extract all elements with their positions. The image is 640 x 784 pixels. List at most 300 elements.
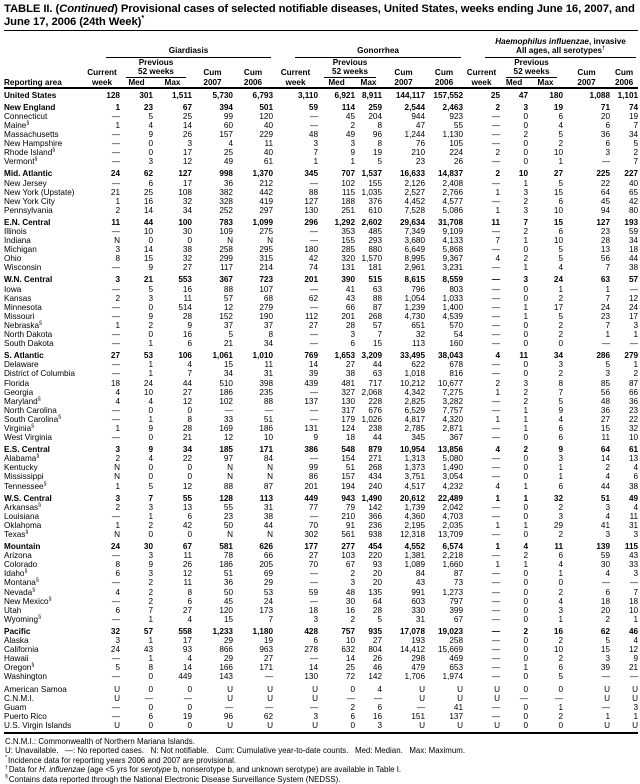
value-cell: 38 xyxy=(628,263,639,273)
text-segment: TABLE II. ( xyxy=(4,3,60,15)
value-cell: 53 xyxy=(143,351,153,361)
value-cell: 1,010 xyxy=(252,351,274,361)
value-cell: — xyxy=(491,502,501,512)
value-cell: 479 xyxy=(411,663,426,673)
value-cell: — xyxy=(491,605,501,615)
value-cell: 2 xyxy=(523,227,529,237)
table-row xyxy=(4,88,638,100)
area-cell: United States xyxy=(4,90,57,100)
value-cell: 449 xyxy=(304,493,319,503)
value-cell: 27 xyxy=(372,636,383,646)
value-cell: 8,615 xyxy=(404,275,426,285)
table-row xyxy=(4,206,638,215)
value-cell: 26 xyxy=(182,130,192,140)
value-cell: 9 xyxy=(558,445,564,455)
area-cell: Alaska xyxy=(4,636,29,646)
value-cell: 173 xyxy=(259,605,274,615)
table-row xyxy=(4,157,638,166)
value-cell: 57 xyxy=(372,320,383,330)
value-cell: 70 xyxy=(308,560,319,570)
value-cell: 67 xyxy=(182,102,192,112)
value-cell: 0 xyxy=(148,405,153,415)
value-cell: 1,099 xyxy=(252,217,274,227)
table-row xyxy=(4,503,638,512)
value-cell: 4 xyxy=(558,414,564,424)
value-cell: 4,320 xyxy=(442,414,464,424)
value-cell: — xyxy=(111,139,120,149)
value-cell: 15 xyxy=(553,187,564,197)
column-header-cum-2007 xyxy=(563,58,610,88)
value-cell: — xyxy=(491,551,501,561)
value-cell: 4 xyxy=(495,481,501,491)
area-cell: Colorado xyxy=(4,560,38,570)
value-cell: U xyxy=(632,684,639,694)
value-cell: 1 xyxy=(558,157,564,167)
value-cell: 205 xyxy=(259,560,274,570)
value-cell: 0 xyxy=(523,360,529,370)
value-cell: 22 xyxy=(628,414,639,424)
value-cell: — xyxy=(309,339,319,349)
superscript: § xyxy=(32,586,36,593)
value-cell: 236 xyxy=(368,520,383,530)
value-cell: — xyxy=(183,693,192,703)
area-cell: Pennsylvania xyxy=(4,205,53,215)
value-cell: 128 xyxy=(106,90,120,100)
value-cell: 12 xyxy=(182,481,192,491)
value-cell: — xyxy=(111,551,120,561)
value-cell: 4 xyxy=(148,454,153,464)
header-line: 2007 xyxy=(203,77,222,87)
value-cell: 1,370 xyxy=(252,169,274,179)
value-cell: 0 xyxy=(523,284,529,294)
value-cell: 13,856 xyxy=(437,445,464,455)
value-cell: 9 xyxy=(148,560,153,570)
value-cell: 194 xyxy=(341,481,356,491)
value-cell: 6 xyxy=(187,596,192,606)
value-cell: — xyxy=(373,693,383,703)
column-header-med: Med xyxy=(500,78,528,88)
value-cell: 224 xyxy=(449,148,464,158)
value-cell: 2 xyxy=(350,702,356,712)
value-cell: 0 xyxy=(318,721,355,733)
value-cell: 87 xyxy=(372,302,383,312)
value-cell: 626 xyxy=(259,542,274,552)
value-cell: 2 xyxy=(558,502,564,512)
value-cell: 707 xyxy=(341,169,356,179)
value-cell: 225 xyxy=(596,169,611,179)
value-cell: 19 xyxy=(182,711,192,721)
value-cell: 3 xyxy=(633,569,639,579)
value-cell: 0 xyxy=(187,702,192,712)
value-cell: 3 xyxy=(523,275,529,285)
superscript: † xyxy=(602,45,606,52)
value-cell: 13,709 xyxy=(437,530,464,540)
value-cell: 62 xyxy=(308,293,319,303)
value-cell: 8 xyxy=(115,254,120,264)
value-cell: U xyxy=(267,693,274,703)
value-cell: 1 xyxy=(523,414,529,424)
value-cell: 157,552 xyxy=(433,90,464,100)
value-cell: 137 xyxy=(449,711,464,721)
table-row xyxy=(4,491,638,503)
value-cell: U xyxy=(419,693,426,703)
value-cell: 69 xyxy=(263,569,274,579)
text-segment: Giardiasis xyxy=(168,46,209,56)
value-cell: 4 xyxy=(558,596,564,606)
footnote xyxy=(5,737,638,746)
value-cell: 212 xyxy=(259,178,274,188)
value-cell: 28 xyxy=(182,423,192,433)
table-row xyxy=(4,442,638,454)
value-cell: 2 xyxy=(350,569,356,579)
value-cell: 94 xyxy=(600,205,611,215)
value-cell: 2,602 xyxy=(361,217,383,227)
value-cell: 0 xyxy=(148,236,153,246)
table-row xyxy=(4,263,638,272)
value-cell: 2 xyxy=(148,596,153,606)
value-cell: 1 xyxy=(523,520,529,530)
value-cell: 84 xyxy=(415,569,426,579)
value-cell: 2 xyxy=(558,320,564,330)
value-cell: 30 xyxy=(345,596,356,606)
column-header-cum-2007 xyxy=(192,58,233,88)
value-cell: 166 xyxy=(219,663,233,673)
value-cell: 10 xyxy=(553,645,564,655)
value-cell: — xyxy=(346,693,356,703)
header-line: Previous xyxy=(514,57,549,67)
value-cell: 14 xyxy=(308,360,319,370)
value-cell: 107 xyxy=(259,284,274,294)
value-cell: 299 xyxy=(219,254,233,264)
value-cell: 117 xyxy=(219,263,233,273)
value-cell: 25 xyxy=(490,90,501,100)
value-cell: — xyxy=(491,293,501,303)
value-cell: 0 xyxy=(523,711,529,721)
value-cell: 1,490 xyxy=(442,463,464,473)
table-row xyxy=(4,551,638,560)
value-cell: 923 xyxy=(449,111,464,121)
value-cell: 2 xyxy=(523,387,529,397)
value-cell: 0 xyxy=(148,672,153,682)
value-cell: 16 xyxy=(553,626,564,636)
value-cell: N xyxy=(227,463,233,473)
value-cell: 3 xyxy=(523,187,529,197)
value-cell: 3 xyxy=(148,569,153,579)
value-cell: 1 xyxy=(633,614,639,624)
value-cell: 180 xyxy=(304,245,319,255)
table-row xyxy=(4,397,638,406)
value-cell: 77 xyxy=(308,502,319,512)
value-cell: 34 xyxy=(628,236,639,246)
value-cell: 87 xyxy=(453,569,464,579)
value-cell: — xyxy=(601,339,611,349)
value-cell: 38 xyxy=(263,511,274,521)
value-cell: 15,669 xyxy=(437,645,464,655)
value-cell: 18 xyxy=(628,596,639,606)
value-cell: 5 xyxy=(605,636,611,646)
value-cell: 28 xyxy=(345,320,356,330)
value-cell: 25 xyxy=(182,111,192,121)
value-cell: 24 xyxy=(110,645,120,655)
value-cell: 21 xyxy=(223,339,233,349)
value-cell: 23 xyxy=(628,405,639,415)
value-cell: 1,660 xyxy=(442,560,464,570)
value-cell: — xyxy=(111,433,120,443)
value-cell: 3 xyxy=(605,654,611,664)
value-cell: 1 xyxy=(148,360,153,370)
superscript: § xyxy=(34,156,38,163)
value-cell: 19 xyxy=(372,148,383,158)
area-name: Vermont xyxy=(4,157,35,167)
value-cell: 4 xyxy=(633,636,639,646)
value-cell: 439 xyxy=(304,378,319,388)
value-cell: 0 xyxy=(148,148,153,158)
value-cell: 0 xyxy=(523,369,529,379)
value-cell: 2 xyxy=(558,711,564,721)
value-cell: 4 xyxy=(558,263,564,273)
value-cell: 74 xyxy=(628,102,639,112)
header-line: Current xyxy=(466,68,497,78)
value-cell: 1 xyxy=(523,481,529,491)
value-cell: 54 xyxy=(453,330,464,340)
area-name: Rhode Island xyxy=(4,148,53,158)
area-name: Virginia xyxy=(4,423,32,433)
value-cell: 1 xyxy=(633,330,639,340)
value-cell: 96 xyxy=(372,130,383,140)
area-cell: West Virginia xyxy=(4,433,52,443)
group-title-2 xyxy=(463,37,638,58)
table-row xyxy=(4,569,638,578)
value-cell: 3 xyxy=(605,530,611,540)
value-cell: 268 xyxy=(368,311,383,321)
area-cell xyxy=(4,148,84,157)
value-cell: 26 xyxy=(372,654,383,664)
area-cell: Kansas xyxy=(4,293,32,303)
footnote xyxy=(5,746,638,755)
value-cell: 1 xyxy=(605,284,611,294)
value-cell: — xyxy=(601,578,611,588)
value-cell: 228 xyxy=(368,396,383,406)
value-cell: 10 xyxy=(553,205,564,215)
value-cell: 4 xyxy=(495,351,501,361)
value-cell: 4 xyxy=(495,254,501,264)
value-cell: 327 xyxy=(341,387,356,397)
area-cell: Illinois xyxy=(4,227,27,237)
value-cell: 804 xyxy=(368,645,383,655)
column-header-cum-2006 xyxy=(610,58,638,88)
value-cell: 181 xyxy=(368,263,383,273)
area-cell: Washington xyxy=(4,672,47,682)
table-row xyxy=(4,703,638,712)
value-cell: 26 xyxy=(182,560,192,570)
value-cell: 943 xyxy=(341,493,356,503)
area-cell xyxy=(4,415,84,424)
value-cell: 0 xyxy=(153,721,192,733)
value-cell: 12 xyxy=(628,645,639,655)
value-cell: 17 xyxy=(628,311,639,321)
value-cell: 297 xyxy=(259,205,274,215)
superscript: § xyxy=(31,662,35,669)
value-cell: — xyxy=(309,596,319,606)
value-cell: 1 xyxy=(148,654,153,664)
value-cell: 56 xyxy=(600,387,611,397)
area-cell: Minnesota xyxy=(4,302,42,312)
value-cell: 11 xyxy=(491,217,501,227)
value-cell: 99 xyxy=(308,463,319,473)
value-cell: 9 xyxy=(148,263,153,273)
value-cell: 279 xyxy=(259,302,274,312)
value-cell: 28 xyxy=(182,311,192,321)
value-cell: — xyxy=(224,702,233,712)
value-cell: 5 xyxy=(558,130,564,140)
page-title xyxy=(4,3,638,28)
value-cell: 7 xyxy=(377,330,383,340)
value-cell: 80 xyxy=(628,205,639,215)
value-cell: 622 xyxy=(411,360,426,370)
value-cell: — xyxy=(491,463,501,473)
value-cell: 6 xyxy=(115,569,120,579)
value-cell: 279 xyxy=(624,351,639,361)
value-cell: 91 xyxy=(345,520,356,530)
value-cell: 14 xyxy=(308,663,319,673)
value-cell: — xyxy=(309,414,319,424)
value-cell: N xyxy=(114,530,120,540)
value-cell: U xyxy=(84,721,120,733)
value-cell: 1 xyxy=(148,636,153,646)
footnote xyxy=(5,756,638,765)
table-row xyxy=(4,179,638,188)
value-cell: 0 xyxy=(523,605,529,615)
table-row xyxy=(4,348,638,360)
value-cell: 6 xyxy=(558,663,564,673)
value-cell: U xyxy=(610,721,638,733)
value-cell: 4,730 xyxy=(404,311,426,321)
value-cell: 3 xyxy=(313,139,319,149)
title-rule xyxy=(4,30,638,31)
value-cell: 55 xyxy=(182,493,192,503)
value-cell: 201 xyxy=(341,311,356,321)
value-cell: 88 xyxy=(223,284,233,294)
value-cell: 31 xyxy=(628,520,639,530)
area-name: Idaho xyxy=(4,569,25,579)
value-cell: 59 xyxy=(308,102,319,112)
value-cell: — xyxy=(491,511,501,521)
value-cell: 797 xyxy=(449,596,464,606)
value-cell: 6,793 xyxy=(252,90,274,100)
value-cell: 0 xyxy=(523,672,529,682)
value-cell: 7,275 xyxy=(442,387,464,397)
value-cell: — xyxy=(309,578,319,588)
value-cell: 366 xyxy=(368,511,383,521)
value-cell: 6 xyxy=(350,339,356,349)
value-cell: 127 xyxy=(304,196,319,206)
superscript: § xyxy=(38,502,42,508)
value-cell: — xyxy=(111,360,120,370)
value-cell: 2,218 xyxy=(442,551,464,561)
value-cell: 10 xyxy=(553,236,564,246)
value-cell: 12 xyxy=(182,157,192,167)
value-cell: — xyxy=(264,672,274,682)
value-cell: — xyxy=(491,227,501,237)
value-cell: 152 xyxy=(219,311,233,321)
value-cell: 71 xyxy=(600,102,611,112)
value-cell: 0 xyxy=(558,339,564,349)
value-cell: 11 xyxy=(264,360,274,370)
value-cell: 14 xyxy=(143,205,153,215)
value-cell: — xyxy=(111,330,120,340)
value-cell: — xyxy=(309,284,319,294)
value-cell: 102 xyxy=(341,178,356,188)
value-cell: 6 xyxy=(558,551,564,561)
value-cell: 2,766 xyxy=(442,187,464,197)
value-cell: — xyxy=(491,120,501,130)
value-cell: 18 xyxy=(600,596,611,606)
value-cell: U xyxy=(227,684,233,694)
value-cell: 1,537 xyxy=(361,169,383,179)
value-cell: 36 xyxy=(600,130,611,140)
value-cell: 1 xyxy=(605,711,611,721)
area-cell: New York (Upstate) xyxy=(4,187,75,197)
value-cell: — xyxy=(491,245,501,255)
value-cell: 1 xyxy=(495,187,501,197)
value-cell: 131 xyxy=(304,423,319,433)
value-cell: 11 xyxy=(554,542,564,552)
value-cell: 16,633 xyxy=(399,169,426,179)
value-cell: 0 xyxy=(523,636,529,646)
value-cell: U xyxy=(114,684,120,694)
value-cell: — xyxy=(111,284,120,294)
value-cell: 14,412 xyxy=(399,645,426,655)
header-line: Previous xyxy=(138,57,174,67)
value-cell: 12 xyxy=(628,293,639,303)
value-cell: 23 xyxy=(600,311,611,321)
value-cell: 6 xyxy=(605,587,611,597)
value-cell: 1 xyxy=(558,614,564,624)
value-cell: — xyxy=(491,320,501,330)
value-cell: 4,360 xyxy=(404,511,426,521)
value-cell: 3 xyxy=(523,102,529,112)
value-cell: 171 xyxy=(259,445,274,455)
value-cell: 5 xyxy=(558,396,564,406)
value-cell: 42 xyxy=(182,520,192,530)
value-cell: 47 xyxy=(518,90,529,100)
value-cell: 1 xyxy=(558,463,564,473)
value-cell: 15 xyxy=(223,614,233,624)
value-cell: 87 xyxy=(628,378,639,388)
area-cell: Florida xyxy=(4,378,30,388)
value-cell: 31 xyxy=(263,502,274,512)
value-cell: 2 xyxy=(523,445,529,455)
value-cell: 2 xyxy=(558,330,564,340)
value-cell: 50 xyxy=(223,520,233,530)
value-cell: 3,110 xyxy=(297,90,319,100)
value-cell: — xyxy=(491,702,501,712)
value-cell: 3 xyxy=(633,530,639,540)
value-cell: 130 xyxy=(304,205,319,215)
value-cell: 581 xyxy=(219,542,233,552)
value-cell: — xyxy=(491,302,501,312)
value-cell: 2 xyxy=(523,396,529,406)
value-cell: 19 xyxy=(553,102,564,112)
value-cell: 214 xyxy=(259,263,274,273)
value-cell: 93 xyxy=(372,560,383,570)
value-cell: 4,133 xyxy=(442,236,464,246)
value-cell: 398 xyxy=(259,378,274,388)
value-cell: 0 xyxy=(523,645,529,655)
value-cell: 27 xyxy=(182,605,192,615)
value-cell: 1,570 xyxy=(361,254,383,264)
value-cell: 108 xyxy=(178,187,192,197)
